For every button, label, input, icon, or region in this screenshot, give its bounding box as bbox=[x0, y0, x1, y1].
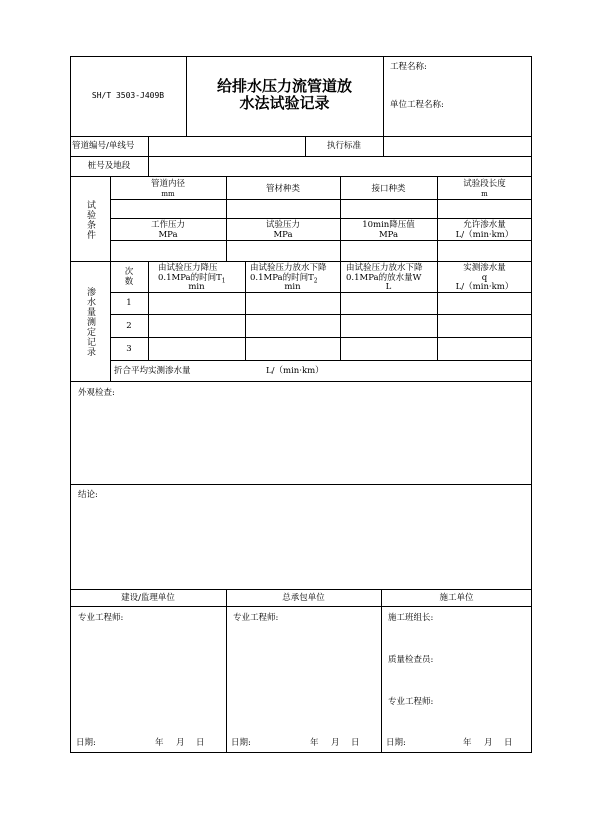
col1-header-line2: 0.1MPa的时间$T_1$ bbox=[158, 273, 226, 285]
contractor-engineer-label: 专业工程师: bbox=[233, 613, 279, 623]
col3-header-line1: 由试验压力放水下降 bbox=[346, 263, 423, 273]
col2-header-line2: 0.1MPa的时间$T_2$ bbox=[250, 273, 318, 285]
month-label-2: 月 bbox=[331, 738, 340, 748]
pipe-number-label: 管道编号/单线号 bbox=[72, 141, 135, 151]
general-contractor-header: 总承包单位 bbox=[282, 593, 325, 603]
standard-label: 执行标准 bbox=[326, 141, 361, 151]
col3-header-unit: L bbox=[385, 282, 392, 292]
seepage-row-2-index: 2 bbox=[126, 321, 132, 331]
col2-header-line1: 由试验压力放水下降 bbox=[250, 263, 327, 273]
year-label-3: 年 bbox=[463, 738, 472, 748]
working-pressure-label: 工作压力 bbox=[150, 220, 185, 230]
day-label-1: 日 bbox=[196, 738, 205, 748]
col4-header-line2: q bbox=[481, 273, 488, 283]
construction-unit-header: 施工单位 bbox=[439, 593, 474, 603]
col4-header-unit: L/（min·km） bbox=[455, 282, 514, 292]
inner-diameter-unit: mm bbox=[161, 190, 175, 198]
test-pressure-unit: MPa bbox=[273, 230, 293, 240]
pressure-drop-unit: MPa bbox=[378, 230, 399, 240]
col4-header-line1: 实测渗水量 bbox=[463, 263, 506, 273]
form-title-line2: 水法试验记录 bbox=[239, 94, 330, 112]
seepage-row-3-index: 3 bbox=[126, 344, 132, 354]
allowed-seepage-label: 允许渗水量 bbox=[463, 220, 506, 230]
test-length-label: 试验段长度 bbox=[463, 179, 506, 189]
stake-label: 桩号及地段 bbox=[87, 161, 131, 171]
team-leader-label: 施工班组长: bbox=[388, 613, 434, 623]
date-label-1: 日期: bbox=[76, 738, 96, 748]
col2-header-unit: min bbox=[284, 282, 301, 292]
pipe-material-label: 管材种类 bbox=[265, 184, 300, 194]
seepage-record-label: 渗水量测定记录 bbox=[85, 287, 95, 357]
supervision-unit-header: 建设/监理单位 bbox=[121, 593, 175, 603]
pressure-drop-label: 10min降压值 bbox=[362, 220, 415, 230]
year-label-2: 年 bbox=[310, 738, 319, 748]
conclusion-label: 结论: bbox=[78, 490, 98, 500]
form-title-line1: 给排水压力流管道放 bbox=[216, 77, 352, 95]
date-label-3: 日期: bbox=[386, 738, 406, 748]
allowed-seepage-unit: L/（min·km） bbox=[455, 230, 514, 240]
quality-inspector-label: 质量检查员: bbox=[388, 655, 434, 665]
seepage-row-1-index: 1 bbox=[126, 298, 132, 308]
supervision-engineer-label: 专业工程师: bbox=[78, 613, 124, 623]
joint-type-label: 接口种类 bbox=[371, 184, 406, 194]
date-label-2: 日期: bbox=[231, 738, 251, 748]
average-seepage-label: 折合平均实测渗水量 bbox=[114, 366, 191, 376]
test-length-unit: m bbox=[481, 190, 488, 198]
month-label-1: 月 bbox=[176, 738, 185, 748]
col3-header-line2: 0.1MPa的放水量W bbox=[346, 273, 422, 283]
count-header-line2: 数 bbox=[124, 277, 134, 287]
test-conditions-label: 试验条件 bbox=[85, 200, 95, 240]
month-label-3: 月 bbox=[484, 738, 493, 748]
project-name-label: 工程名称: bbox=[390, 62, 427, 72]
day-label-3: 日 bbox=[504, 738, 513, 748]
construction-engineer-label: 专业工程师: bbox=[388, 697, 434, 707]
day-label-2: 日 bbox=[351, 738, 360, 748]
unit-project-label: 单位工程名称: bbox=[390, 100, 444, 110]
working-pressure-unit: MPa bbox=[158, 230, 178, 240]
col1-header-unit: min bbox=[188, 282, 205, 292]
col1-header-line1: 由试验压力降压 bbox=[158, 263, 218, 273]
appearance-check-label: 外观检查: bbox=[78, 388, 115, 398]
year-label-1: 年 bbox=[155, 738, 164, 748]
form-code: SH/T 3503-J409B bbox=[91, 91, 165, 100]
count-header-line1: 次 bbox=[124, 267, 134, 277]
test-pressure-label: 试验压力 bbox=[265, 220, 300, 230]
inner-diameter-label: 管道内径 bbox=[150, 179, 185, 189]
average-seepage-unit: L/（min·km） bbox=[266, 366, 324, 376]
